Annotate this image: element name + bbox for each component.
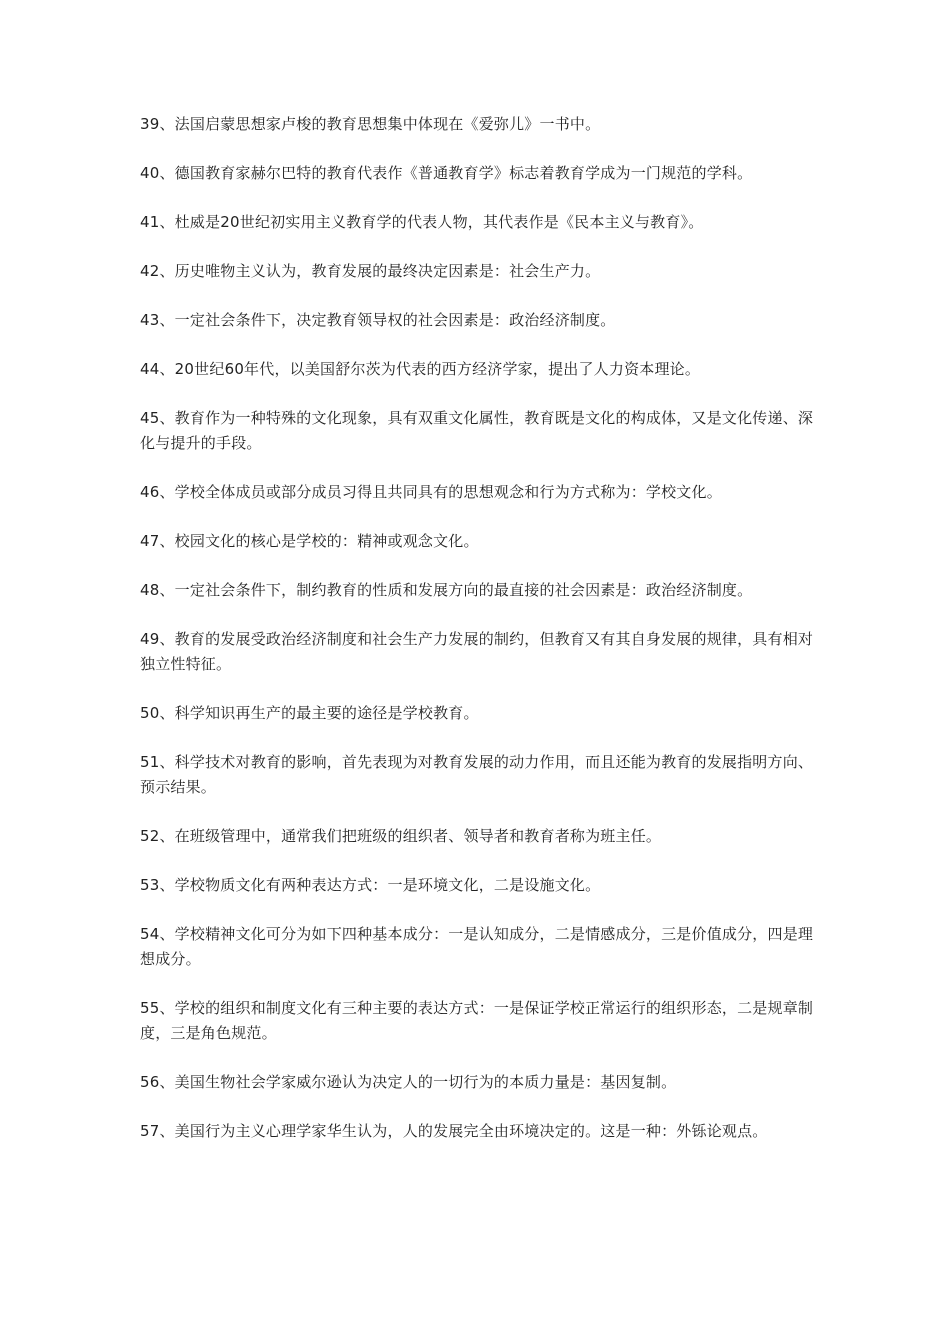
list-item: 42、历史唯物主义认为，教育发展的最终决定因素是：社会生产力。 [140,262,601,280]
list-item: 40、德国教育家赫尔巴特的教育代表作《普通教育学》标志着教育学成为一门规范的学科。 [140,164,753,182]
list-item: 51、科学技术对教育的影响，首先表现为对教育发展的动力作用，而且还能为教育的发展指明方向、预示结果。 [140,753,814,796]
list-item: 49、教育的发展受政治经济制度和社会生产力发展的制约，但教育又有其自身发展的规律，具有相对独立性特征。 [140,630,814,673]
list-item: 39、法国启蒙思想家卢梭的教育思想集中体现在《爱弥儿》一书中。 [140,115,601,133]
list-item: 50、科学知识再生产的最主要的途径是学校教育。 [140,704,479,722]
list-item: 54、学校精神文化可分为如下四种基本成分：一是认知成分，二是情感成分，三是价值成分，四是理想成分。 [140,925,814,968]
list-item: 43、一定社会条件下，决定教育领导权的社会因素是：政治经济制度。 [140,311,616,329]
list-item: 55、学校的组织和制度文化有三种主要的表达方式：一是保证学校正常运行的组织形态，二是规章制度，三是角色规范。 [140,999,814,1042]
list-item: 46、学校全体成员或部分成员习得且共同具有的思想观念和行为方式称为：学校文化。 [140,483,722,501]
list-item: 52、在班级管理中，通常我们把班级的组织者、领导者和教育者称为班主任。 [140,827,662,845]
list-item: 41、杜威是20世纪初实用主义教育学的代表人物，其代表作是《民本主义与教育》。 [140,213,704,231]
list-item: 48、一定社会条件下，制约教育的性质和发展方向的最直接的社会因素是：政治经济制度。 [140,581,753,599]
list-item: 57、美国行为主义心理学家华生认为，人的发展完全由环境决定的。这是一种：外铄论观点。 [140,1122,768,1140]
document-body [140,112,820,1168]
list-item: 56、美国生物社会学家威尔逊认为决定人的一切行为的本质力量是：基因复制。 [140,1073,677,1091]
list-item: 47、校园文化的核心是学校的：精神或观念文化。 [140,532,479,550]
list-item: 53、学校物质文化有两种表达方式：一是环境文化，二是设施文化。 [140,876,601,894]
list-item: 45、教育作为一种特殊的文化现象，具有双重文化属性，教育既是文化的构成体，又是文化传递、深化与提升的手段。 [140,409,814,452]
list-item: 44、20世纪60年代，以美国舒尔茨为代表的西方经济学家，提出了人力资本理论。 [140,360,701,378]
